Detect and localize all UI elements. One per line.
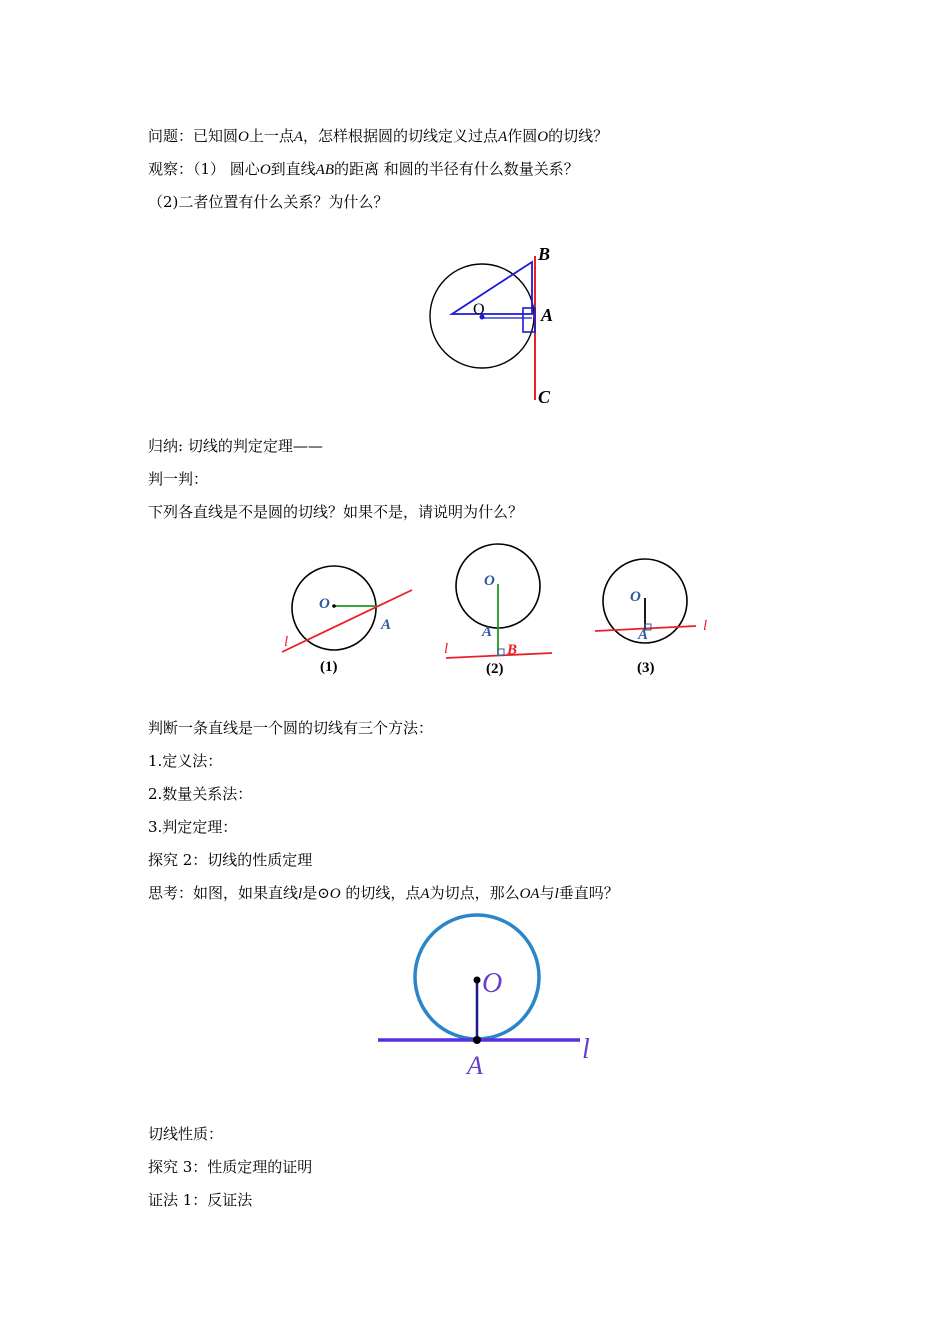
observe-question-2: （2)二者位置有什么关系？为什么？ xyxy=(148,193,389,211)
label-l: l xyxy=(284,634,289,650)
think-question: 思考：如图，如果直线l是⊙O 的切线，点A为切点，那么OA与l垂直吗？ xyxy=(148,884,619,902)
secant-line-l xyxy=(282,590,412,652)
explore-3-heading: 探究 3：性质定理的证明 xyxy=(148,1158,313,1176)
var-O: O xyxy=(238,129,249,145)
var-A: A xyxy=(293,129,304,145)
label-A: A xyxy=(638,627,649,643)
method-3: 3.判定定理： xyxy=(148,818,238,836)
var-l: l xyxy=(554,886,559,902)
figure-tangent-construction xyxy=(420,238,570,414)
tangent-point-dot xyxy=(473,1036,481,1044)
var-O: O xyxy=(329,886,341,902)
panel-2 xyxy=(444,544,552,677)
judge-question: 下列各直线是不是圆的切线？如果不是，请说明为什么？ xyxy=(148,503,524,521)
judge-title: 判一判： xyxy=(148,470,209,488)
panel-3 xyxy=(595,559,707,676)
var-l: l xyxy=(298,886,303,902)
caption-1: (1) xyxy=(320,659,338,675)
var-O: O xyxy=(537,129,549,145)
problem-statement: 问题：已知圆O上一点A，怎样根据圆的切线定义过点A作圆O的切线？ xyxy=(148,127,609,145)
panel-1 xyxy=(282,566,412,675)
label-O: O xyxy=(319,596,330,612)
label-l: l xyxy=(582,1034,590,1065)
right-triangle xyxy=(452,262,532,314)
summary-heading: 归纳: 切线的判定定理—— xyxy=(148,437,323,455)
var-O: O xyxy=(259,162,271,178)
label-O: O xyxy=(473,301,485,318)
method-1: 1.定义法： xyxy=(148,752,223,770)
label-O: O xyxy=(630,589,641,605)
label-l: l xyxy=(444,641,449,657)
caption-2: (2) xyxy=(486,661,504,677)
observe-question-1: 观察：（1） 圆心O到直线AB的距离 和圆的半径有什么数量关系？ xyxy=(148,160,579,178)
figure-tangent-property xyxy=(370,910,600,1080)
method-2: 2.数量关系法： xyxy=(148,785,253,803)
var-OA: OA xyxy=(519,886,540,902)
caption-3: (3) xyxy=(637,660,655,676)
var-A: A xyxy=(420,886,430,902)
property-heading: 切线性质： xyxy=(148,1125,224,1143)
label-B: B xyxy=(507,642,518,658)
center-dot xyxy=(332,604,336,608)
explore-2-heading: 探究 2：切线的性质定理 xyxy=(148,851,313,869)
circle xyxy=(292,566,376,650)
label-A: A xyxy=(482,624,493,640)
var-A: A xyxy=(498,129,508,145)
label-O: O xyxy=(484,573,495,589)
label-O: O xyxy=(482,968,503,999)
label-A: A xyxy=(541,305,554,325)
proof-1-heading: 证法 1：反证法 xyxy=(148,1191,253,1209)
label-A: A xyxy=(467,1051,483,1080)
label-A: A xyxy=(381,617,392,633)
label-C: C xyxy=(538,387,551,407)
var-AB: AB xyxy=(315,162,334,178)
figure-judge-panels xyxy=(270,540,730,685)
center-dot xyxy=(474,977,481,984)
methods-intro: 判断一条直线是一个圆的切线有三个方法： xyxy=(148,719,434,737)
label-l: l xyxy=(703,618,708,634)
label-B: B xyxy=(538,244,551,264)
